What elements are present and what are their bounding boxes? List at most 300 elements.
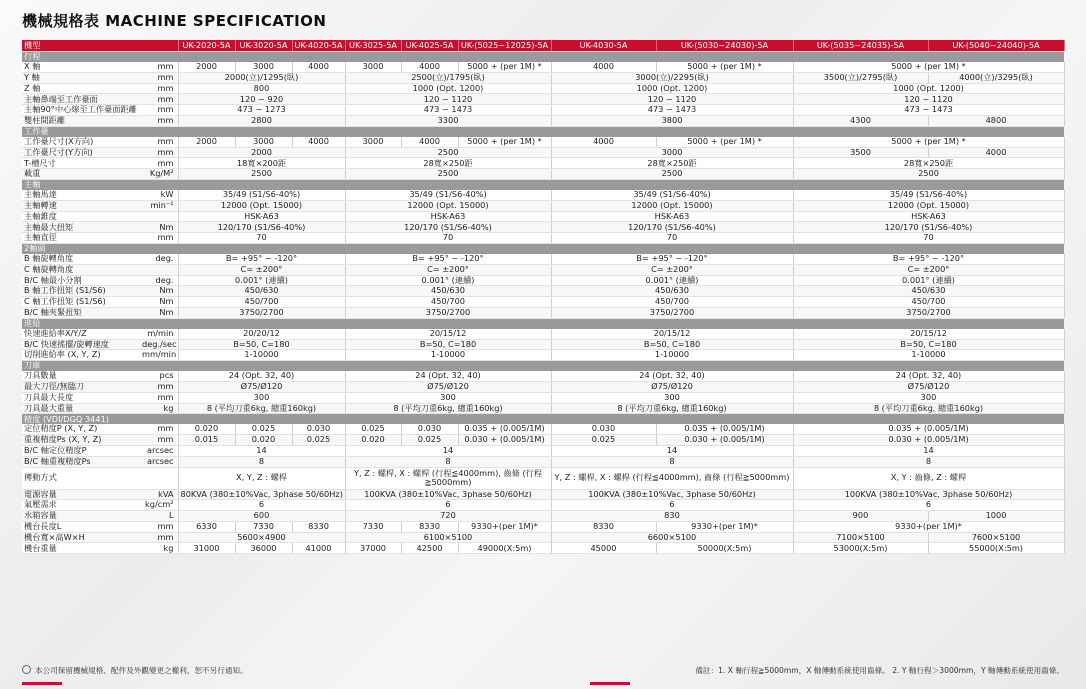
spec-unit: mm <box>140 392 178 403</box>
spec-value: 0.015 <box>178 435 235 446</box>
spec-value: 3000 <box>235 62 292 72</box>
spec-value: B=50, C=180 <box>793 339 1064 350</box>
spec-unit: mm <box>140 424 178 434</box>
spec-label: 刀具最大長度 <box>22 392 140 403</box>
spec-value: 3500 <box>793 147 928 158</box>
spec-unit: mm <box>140 532 178 543</box>
spec-value: 5000 + (per 1M) * <box>656 62 793 72</box>
spec-label: 載重 <box>22 169 140 180</box>
spec-label: C 軸工作扭矩 (S1/S6) <box>22 297 140 308</box>
spec-value: 28寬×250距 <box>551 158 793 169</box>
spec-value: 5000 + (per 1M) * <box>793 137 1064 147</box>
spec-value: 8 (平均刀重6kg, 總重160kg) <box>178 403 345 414</box>
spec-value: 120/170 (S1/S6-40%) <box>551 222 793 233</box>
table-header-row <box>22 40 1064 52</box>
spec-value: 3500(立)/2795(臥) <box>793 72 928 83</box>
spec-table <box>22 40 1065 554</box>
spec-value: 0.001° (連續) <box>793 275 1064 286</box>
spec-value: 4000(立)/3295(臥) <box>928 72 1064 83</box>
spec-value: 120 ~ 1120 <box>551 94 793 105</box>
section-title: 刀庫 <box>22 361 1064 372</box>
spec-value: 100KVA (380±10%Vac, 3phase 50/60Hz) <box>793 489 1064 500</box>
spec-value: 18寬×200距 <box>178 158 345 169</box>
section-header-row <box>22 414 1064 425</box>
spec-value: B=50, C=180 <box>345 339 551 350</box>
spec-value: 12000 (Opt. 15000) <box>345 200 551 211</box>
spec-value: 450/630 <box>793 286 1064 297</box>
spec-value: 6100×5100 <box>345 532 551 543</box>
spec-unit: Nm <box>140 286 178 297</box>
spec-value: 24 (Opt. 32, 40) <box>551 371 793 381</box>
spec-value: 41000 <box>292 543 345 554</box>
table-row <box>22 403 1064 414</box>
spec-value: 31000 <box>178 543 235 554</box>
spec-value: 1000 (Opt. 1200) <box>345 83 551 94</box>
spec-unit: deg. <box>140 254 178 264</box>
spec-value: 8 <box>793 456 1064 467</box>
spec-value: 0.030 <box>551 424 656 434</box>
spec-value: 12000 (Opt. 15000) <box>551 200 793 211</box>
spec-value: 0.020 <box>235 435 292 446</box>
spec-value: 1-10000 <box>551 350 793 361</box>
spec-value: 4000 <box>928 147 1064 158</box>
spec-value: 450/630 <box>345 286 551 297</box>
spec-value: 0.030 + (0.005/1M) <box>793 435 1064 446</box>
table-row <box>22 543 1064 554</box>
table-row <box>22 339 1064 350</box>
spec-value: 35/49 (S1/S6-40%) <box>345 190 551 200</box>
table-row <box>22 350 1064 361</box>
table-row <box>22 222 1064 233</box>
table-row <box>22 286 1064 297</box>
table-row <box>22 137 1064 147</box>
spec-unit: min⁻¹ <box>140 200 178 211</box>
spec-value: 37000 <box>345 543 401 554</box>
spec-value: Ø75/Ø120 <box>345 381 551 392</box>
spec-label: C 軸旋轉角度 <box>22 264 140 275</box>
spec-value: 0.035 + (0.005/1M) <box>793 424 1064 434</box>
spec-value: 1000 (Opt. 1200) <box>793 83 1064 94</box>
spec-unit: Nm <box>140 222 178 233</box>
spec-value: 8 <box>551 456 793 467</box>
spec-value: 473 ~ 1273 <box>178 105 345 116</box>
table-row <box>22 489 1064 500</box>
header-label: 機型 <box>22 40 140 52</box>
spec-value: 24 (Opt. 32, 40) <box>178 371 345 381</box>
table-row <box>22 297 1064 308</box>
spec-unit: arcsec <box>140 445 178 456</box>
model-header: UK-3025-5A <box>345 40 401 52</box>
spec-value: 120 ~ 1120 <box>345 94 551 105</box>
spec-value: 450/700 <box>345 297 551 308</box>
spec-value: 5000 + (per 1M) * <box>656 137 793 147</box>
spec-value: Ø75/Ø120 <box>551 381 793 392</box>
spec-label: 主軸90°中心線至工作臺面距離 <box>22 105 140 116</box>
spec-label: 刀具最大重量 <box>22 403 140 414</box>
spec-value: 0.035 + (0.005/1M) <box>656 424 793 434</box>
spec-value: 8330 <box>551 521 656 532</box>
table-row <box>22 105 1064 116</box>
spec-label: 氣壓需求 <box>22 500 140 511</box>
spec-value: 2000 <box>178 147 345 158</box>
spec-value: 4000 <box>401 62 458 72</box>
model-header: UK-(5035~24035)-5A <box>793 40 928 52</box>
spec-unit: m/min <box>140 329 178 339</box>
spec-value: 12000 (Opt. 15000) <box>793 200 1064 211</box>
spec-value: 2500(立)/1795(臥) <box>345 72 551 83</box>
table-row <box>22 392 1064 403</box>
spec-value: 0.001° (連續) <box>551 275 793 286</box>
spec-unit: mm/min <box>142 349 177 360</box>
spec-label: B/C 軸夾緊扭矩 <box>22 307 140 318</box>
table-row <box>22 254 1064 264</box>
spec-value: 7330 <box>345 521 401 532</box>
spec-label: 工作臺尺寸(X方向) <box>22 137 140 147</box>
circle-icon <box>22 665 31 674</box>
section-header-row <box>22 318 1064 329</box>
spec-value: 35/49 (S1/S6-40%) <box>178 190 345 200</box>
spec-value: C= ±200° <box>793 264 1064 275</box>
spec-value: 900 <box>793 511 928 522</box>
spec-value: 14 <box>345 445 551 456</box>
table-row <box>22 435 1064 446</box>
spec-value: 1000 (Opt. 1200) <box>551 83 793 94</box>
spec-value: 4000 <box>401 137 458 147</box>
page-title: 機械規格表 MACHINE SPECIFICATION <box>22 12 327 30</box>
spec-label: B 軸工作扭矩 (S1/S6) <box>22 286 140 297</box>
spec-value: 35/49 (S1/S6-40%) <box>793 190 1064 200</box>
spec-label: 主軸直徑 <box>22 233 140 244</box>
table-row <box>22 158 1064 169</box>
table-row <box>22 467 1064 489</box>
spec-label: B/C 快速搖擺/旋轉速度 <box>22 339 140 350</box>
table-row <box>22 511 1064 522</box>
spec-unit: mm <box>140 83 178 94</box>
spec-value: 2000 <box>178 62 235 72</box>
spec-value: 12000 (Opt. 15000) <box>178 200 345 211</box>
spec-value: 120/170 (S1/S6-40%) <box>178 222 345 233</box>
spec-label: B/C 軸最小分割 <box>22 275 140 286</box>
spec-value: 450/700 <box>551 297 793 308</box>
spec-value: 600 <box>178 511 345 522</box>
spec-value: 55000(X:5m) <box>928 543 1064 554</box>
spec-value: 5000 + (per 1M) * <box>458 137 551 147</box>
spec-value: 2800 <box>178 115 345 126</box>
section-header-row <box>22 361 1064 372</box>
spec-value: 450/700 <box>793 297 1064 308</box>
spec-unit: kg <box>140 403 178 414</box>
spec-value: 2000(立)/1295(臥) <box>178 72 345 83</box>
spec-value: 53000(X:5m) <box>793 543 928 554</box>
spec-label: 切削進給率 (X, Y, Z) <box>22 350 140 361</box>
spec-unit <box>140 467 178 489</box>
spec-value: 6600×5100 <box>551 532 793 543</box>
model-header: UK-4020-5A <box>292 40 345 52</box>
spec-value: Ø75/Ø120 <box>793 381 1064 392</box>
spec-value: 8330 <box>292 521 345 532</box>
spec-value: 35/49 (S1/S6-40%) <box>551 190 793 200</box>
spec-value: C= ±200° <box>178 264 345 275</box>
spec-value: 300 <box>793 392 1064 403</box>
spec-value: 4000 <box>292 62 345 72</box>
section-title: 2軸頭 <box>22 243 1064 254</box>
table-row <box>22 83 1064 94</box>
spec-label: 最大刀徑/無臨刀 <box>22 381 140 392</box>
spec-label: B/C 軸重複精度Ps <box>22 456 140 467</box>
spec-value: 7100×5100 <box>793 532 928 543</box>
spec-value: 20/15/12 <box>551 329 793 339</box>
table-row <box>22 500 1064 511</box>
spec-value: 300 <box>551 392 793 403</box>
spec-value: 830 <box>551 511 793 522</box>
spec-value: 4800 <box>928 115 1064 126</box>
spec-value: 0.020 <box>178 424 235 434</box>
spec-value: 8 (平均刀重6kg, 總重160kg) <box>551 403 793 414</box>
model-header: UK-4025-5A <box>401 40 458 52</box>
spec-value: 6 <box>793 500 1064 511</box>
spec-value: B= +95° ~ -120° <box>793 254 1064 264</box>
spec-value: 120/170 (S1/S6-40%) <box>793 222 1064 233</box>
spec-value: 4300 <box>793 115 928 126</box>
spec-value: C= ±200° <box>345 264 551 275</box>
spec-value: X, Y, Z : 螺桿 <box>178 467 345 489</box>
spec-value: 5600×4900 <box>178 532 345 543</box>
model-header: UK-3020-5A <box>235 40 292 52</box>
spec-value: 473 ~ 1473 <box>551 105 793 116</box>
spec-value: B= +95° ~ -120° <box>551 254 793 264</box>
spec-value: 0.030 <box>292 424 345 434</box>
spec-label: 傳動方式 <box>22 467 140 489</box>
spec-value: B= +95° ~ -120° <box>345 254 551 264</box>
spec-unit <box>140 211 178 222</box>
spec-label: 電源容量 <box>22 489 140 500</box>
section-title: 工作臺 <box>22 126 1064 137</box>
spec-value: 2000 <box>178 137 235 147</box>
spec-value: 3750/2700 <box>551 307 793 318</box>
spec-label: 刀具數量 <box>22 371 140 381</box>
spec-label: 主軸轉速 <box>22 200 140 211</box>
spec-unit: Nm <box>140 297 178 308</box>
spec-value: 8330 <box>401 521 458 532</box>
spec-value: 20/20/12 <box>178 329 345 339</box>
spec-value: 36000 <box>235 543 292 554</box>
spec-value: 0.001° (連續) <box>345 275 551 286</box>
spec-value: 1-10000 <box>178 350 345 361</box>
spec-unit: Nm <box>140 307 178 318</box>
spec-unit: L <box>140 511 178 522</box>
spec-value: X, Y : 齒條, Z : 螺桿 <box>793 467 1064 489</box>
spec-value: 20/15/12 <box>793 329 1064 339</box>
spec-value: 4000 <box>551 62 656 72</box>
table-row <box>22 94 1064 105</box>
spec-value: Y, Z : 螺桿, X : 螺桿 (行程≦4000mm), 齒條 (行程≧5000mm) <box>345 467 551 489</box>
spec-value: 120/170 (S1/S6-40%) <box>345 222 551 233</box>
spec-label: X 軸 <box>22 62 140 72</box>
table-row <box>22 147 1064 158</box>
spec-value: 3000 <box>345 62 401 72</box>
table-row <box>22 211 1064 222</box>
spec-value: 6 <box>551 500 793 511</box>
spec-label: 主軸最大扭矩 <box>22 222 140 233</box>
spec-value: 24 (Opt. 32, 40) <box>345 371 551 381</box>
spec-unit: mm <box>140 233 178 244</box>
table-row <box>22 307 1064 318</box>
spec-value: 120 ~ 920 <box>178 94 345 105</box>
spec-value: 3750/2700 <box>793 307 1064 318</box>
section-header-row <box>22 243 1064 254</box>
spec-value: 14 <box>793 445 1064 456</box>
table-row <box>22 264 1064 275</box>
spec-value: 9330+(per 1M)* <box>458 521 551 532</box>
spec-value: Y, Z : 螺桿, X : 螺桿 (行程≦4000mm), 齒條 (行程≧5000mm) <box>551 467 793 489</box>
spec-value: 0.001° (連續) <box>178 275 345 286</box>
spec-unit: arcsec <box>140 456 178 467</box>
spec-value: 70 <box>551 233 793 244</box>
spec-value: 300 <box>178 392 345 403</box>
model-header <box>140 40 178 52</box>
spec-value: 0.020 <box>345 435 401 446</box>
spec-value: 473 ~ 1473 <box>345 105 551 116</box>
spec-value: B=50, C=180 <box>178 339 345 350</box>
spec-label: 機台重量 <box>22 543 140 554</box>
table-row <box>22 445 1064 456</box>
spec-value: 49000(X:5m) <box>458 543 551 554</box>
spec-value: Ø75/Ø120 <box>178 381 345 392</box>
spec-value: 0.030 <box>401 424 458 434</box>
spec-value: 0.030 + (0.005/1M) <box>656 435 793 446</box>
section-title: 主軸 <box>22 179 1064 190</box>
section-header-row <box>22 52 1064 63</box>
model-header: UK-(5025~12025)-5A <box>458 40 551 52</box>
spec-value: 0.025 <box>401 435 458 446</box>
spec-unit: deg. <box>140 275 178 286</box>
spec-value: C= ±200° <box>551 264 793 275</box>
spec-value: 28寬×250距 <box>793 158 1064 169</box>
spec-label: B/C 軸定位精度P <box>22 445 140 456</box>
red-accent-mark <box>22 682 62 685</box>
table-row <box>22 329 1064 339</box>
spec-value: 28寬×250距 <box>345 158 551 169</box>
spec-value: 3800 <box>551 115 793 126</box>
spec-value: 9330+(per 1M)* <box>793 521 1064 532</box>
spec-unit: mm <box>140 115 178 126</box>
spec-label: 重複精度Ps (X, Y, Z) <box>22 435 140 446</box>
spec-value: 0.025 <box>292 435 345 446</box>
spec-value: 3000 <box>551 147 793 158</box>
spec-value: 0.025 <box>345 424 401 434</box>
spec-unit: mm <box>140 105 178 116</box>
model-header: UK-4030-5A <box>551 40 656 52</box>
spec-value: 5000 + (per 1M) * <box>793 62 1064 72</box>
spec-label: 主軸錐度 <box>22 211 140 222</box>
spec-unit: mm <box>140 94 178 105</box>
spec-value: 2500 <box>551 169 793 180</box>
spec-value: 450/630 <box>551 286 793 297</box>
spec-value: 3000(立)/2295(臥) <box>551 72 793 83</box>
spec-value: 120 ~ 1120 <box>793 94 1064 105</box>
spec-unit: mm <box>140 158 178 169</box>
spec-value: 3750/2700 <box>178 307 345 318</box>
spec-unit: mm <box>140 72 178 83</box>
table-row <box>22 456 1064 467</box>
table-row <box>22 532 1064 543</box>
spec-value: 100KVA (380±10%Vac, 3phase 50/60Hz) <box>345 489 551 500</box>
spec-value: 2500 <box>345 169 551 180</box>
section-header-row <box>22 179 1064 190</box>
red-accent-mark <box>590 682 630 685</box>
section-header-row <box>22 126 1064 137</box>
spec-label: 雙柱間距離 <box>22 115 140 126</box>
table-row <box>22 115 1064 126</box>
spec-value: 6 <box>178 500 345 511</box>
footer-notes: 備註：1. X 軸行程≧5000mm，X 軸傳動系統使用齒條。 2. Y 軸行程＞3000mm，Y 軸傳動系統使用齒條。 <box>695 666 1064 675</box>
spec-unit: mm <box>140 137 178 147</box>
spec-value: 8 <box>345 456 551 467</box>
spec-value: 4000 <box>551 137 656 147</box>
table-row <box>22 381 1064 392</box>
table-row <box>22 72 1064 83</box>
spec-label: T-槽尺寸 <box>22 158 140 169</box>
spec-unit: mm <box>140 381 178 392</box>
spec-label: 水箱容量 <box>22 511 140 522</box>
spec-value: 70 <box>793 233 1064 244</box>
table-row <box>22 424 1064 434</box>
footer-disclaimer-text: 本公司保留機械規格、配件及外觀變更之權利，恕不另行通知。 <box>35 666 248 675</box>
section-title: 行程 <box>22 52 1064 63</box>
spec-unit: Kg/M² <box>140 169 178 180</box>
spec-value: 0.025 <box>235 424 292 434</box>
spec-value: 1000 <box>928 511 1064 522</box>
spec-value: 6 <box>345 500 551 511</box>
spec-value: B= +95° ~ -120° <box>178 254 345 264</box>
table-row <box>22 521 1064 532</box>
spec-unit: mm <box>140 521 178 532</box>
spec-value: 800 <box>178 83 345 94</box>
spec-value: 2500 <box>178 169 345 180</box>
spec-label: B 軸旋轉角度 <box>22 254 140 264</box>
spec-value: 3300 <box>345 115 551 126</box>
table-row <box>22 233 1064 244</box>
spec-value: 2500 <box>345 147 551 158</box>
spec-value: 0.035 + (0.005/1M) <box>458 424 551 434</box>
model-header: UK-(5030~24030)-5A <box>656 40 793 52</box>
section-title: 進給 <box>22 318 1064 329</box>
spec-value: B=50, C=180 <box>551 339 793 350</box>
spec-value: 720 <box>345 511 551 522</box>
spec-value: 14 <box>551 445 793 456</box>
spec-value: HSK-A63 <box>345 211 551 222</box>
spec-value: 2500 <box>793 169 1064 180</box>
spec-value: 42500 <box>401 543 458 554</box>
spec-value: 8 <box>178 456 345 467</box>
spec-value: 0.025 <box>551 435 656 446</box>
spec-value: 300 <box>345 392 551 403</box>
spec-value: 5000 + (per 1M) * <box>458 62 551 72</box>
spec-label: 主軸馬達 <box>22 190 140 200</box>
spec-label: 工作臺尺寸(Y方向) <box>22 147 140 158</box>
spec-value: 8 (平均刀重6kg, 總重160kg) <box>793 403 1064 414</box>
spec-value: HSK-A63 <box>793 211 1064 222</box>
spec-value: 0.030 + (0.005/1M) <box>458 435 551 446</box>
model-header: UK-2020-5A <box>178 40 235 52</box>
spec-label: Y 軸 <box>22 72 140 83</box>
spec-value: 1-10000 <box>793 350 1064 361</box>
spec-unit: kg <box>140 543 178 554</box>
spec-value: 50000(X:5m) <box>656 543 793 554</box>
spec-value: 4000 <box>292 137 345 147</box>
spec-unit: pcs <box>140 371 178 381</box>
spec-label: 主軸鼻端至工作臺面 <box>22 94 140 105</box>
